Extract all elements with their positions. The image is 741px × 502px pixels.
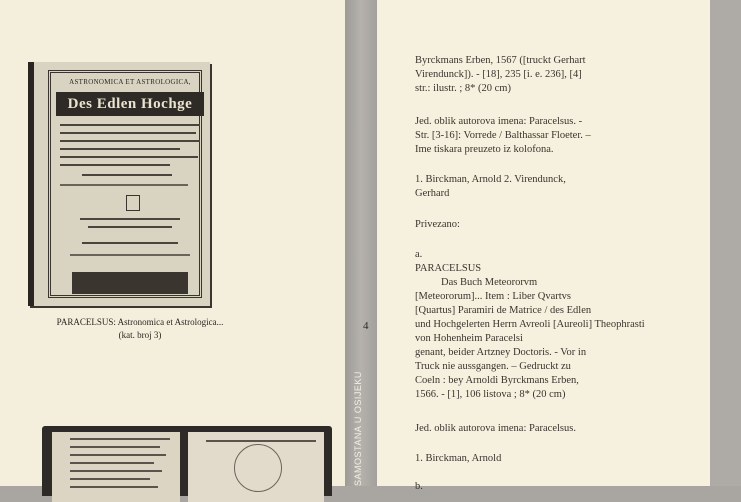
text-line: Virendunck]). - [18], 235 [i. e. 236], [4] [415,69,582,80]
text-line: str.: ilustr. ; 8* (20 cm) [415,83,511,94]
print-line [60,124,200,126]
handwritten-line [70,254,190,256]
book-title-top: ASTRONOMICA ET ASTROLOGICA, [69,78,191,86]
imprint-box [72,272,188,294]
print-line [60,164,170,166]
print-line [70,486,158,488]
text-line: 1566. - [1], 106 listova ; 8* (20 cm) [415,389,566,400]
print-line [70,478,150,480]
open-book-left-page [52,432,180,502]
text-line: Str. [3-16]: Vorrede / Balthassar Floeter. – [415,130,591,141]
handwritten-line [60,184,188,186]
text-line: Gerhard [415,188,450,199]
caption-catalog-number: (kat. broj 3) [118,330,162,340]
print-line [82,174,172,176]
book-photo-astronomica [28,62,210,306]
description-block-1 [415,54,705,96]
left-page [0,0,345,486]
text-line: genant, beider Artzney Doctoris. - Vor in [415,347,587,358]
privezano-label: Privezano: [415,219,460,230]
book-title-gothic: Des Edlen Hochge [56,92,204,116]
book-photo-open [42,426,332,496]
entry-index: 1. Birckman, Arnold [415,453,502,464]
text-line: [Quartus] Paramiri de Matrice / des Edlen [415,305,592,316]
print-line [60,140,200,142]
background-edge [710,0,741,486]
print-line [60,148,180,150]
print-line [70,454,166,456]
page-number: 4 [363,320,369,332]
print-line [60,132,196,134]
entry-body [415,276,705,402]
print-line [60,156,198,158]
text-line: 1. Birckman, Arnold 2. Virendunck, [415,174,566,185]
text-line: Das Buch Meteororvm [441,277,538,288]
entry-author: PARACELSUS [415,263,482,274]
description-block-2 [415,115,705,157]
print-line [80,218,180,220]
index-block-1 [415,173,705,201]
text-line: Ime tiskara preuzeto iz kolofona. [415,144,554,155]
next-entry-letter: b. [415,481,423,492]
text-line: Coeln : bey Arnoldi Byrckmans Erben, [415,375,579,386]
spine-text: SAMOSTANA U OSIJEKU [353,371,363,486]
right-page [377,0,710,492]
caption-title: PARACELSUS: Astronomica et Astrologica... [56,317,224,327]
print-line [82,242,178,244]
text-line: Jed. oblik autorova imena: Paracelsus. - [415,116,583,127]
text-line: und Hochgelerten Herrn Avreoli [Aureoli] Theophrasti [415,319,645,330]
text-line: Byrckmans Erben, 1567 ([truckt Gerhart [415,55,586,66]
printer-emblem [126,195,140,211]
woodcut-illustration [234,444,282,492]
print-line [70,462,154,464]
figure-caption [40,316,240,342]
entry-letter: a. [415,249,423,260]
entry-note: Jed. oblik autorova imena: Paracelsus. [415,423,576,434]
print-line [70,438,170,440]
print-line [70,470,162,472]
print-line [206,440,316,442]
text-line: Truck nie aussgangen. – Gedruckt zu [415,361,571,372]
print-line [70,446,160,448]
text-line: [Meteororum]... Item : Liber Qvartvs [415,291,571,302]
text-line: von Hohenheim Paracelsi [415,333,523,344]
print-line [88,226,172,228]
